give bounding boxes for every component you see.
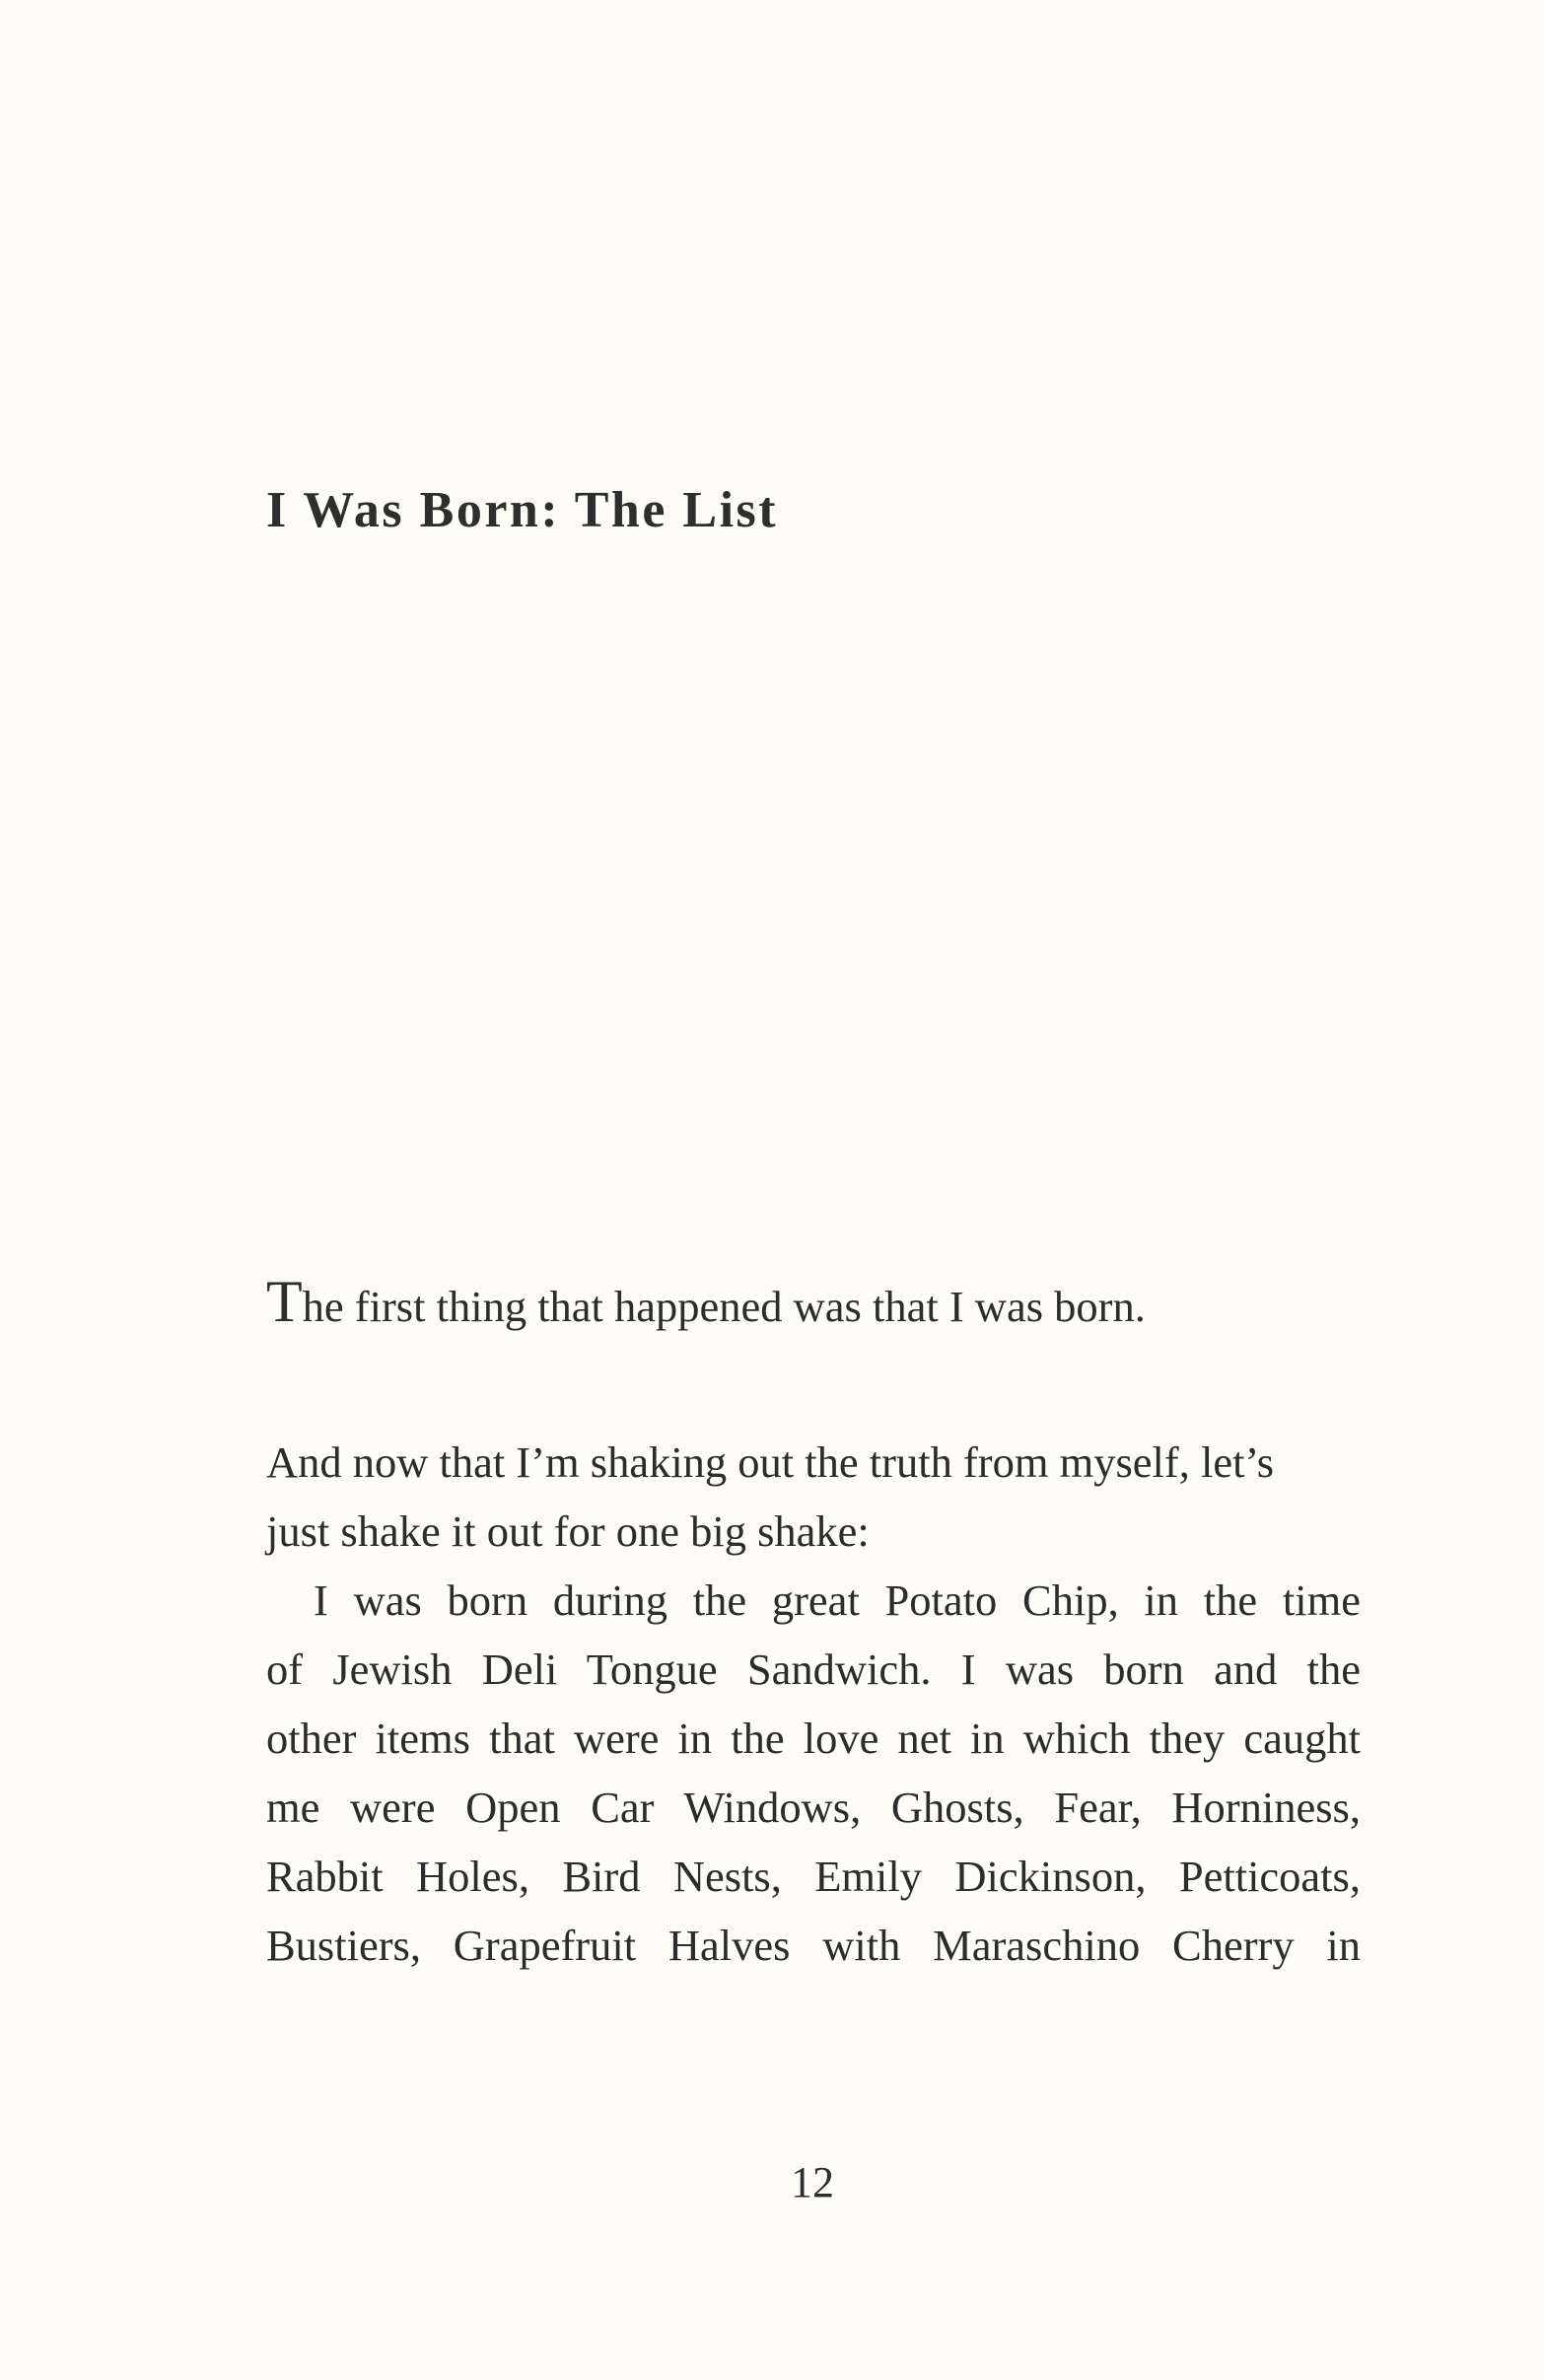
text-line: me were Open Car Windows, Ghosts, Fear, Horniness,: [266, 1783, 1361, 1832]
text-line: of Jewish Deli Tongue Sandwich. I was born and the: [266, 1645, 1361, 1694]
text-line: I was born during the great Potato Chip, in the time: [314, 1575, 1361, 1625]
text-line: other items that were in the love net in which they caught: [266, 1714, 1361, 1763]
opening-paragraph: [266, 1267, 1361, 1341]
text-line: And now that I’m shaking out the truth from myself, let’s: [266, 1437, 1275, 1487]
chapter-title: I Was Born: The List: [266, 482, 779, 538]
drop-cap: T: [266, 1269, 303, 1334]
opening-text: he first thing that happened was that I was born.: [302, 1282, 1146, 1331]
page-number: 12: [791, 2158, 834, 2206]
text-line: Rabbit Holes, Bird Nests, Emily Dickinson, Petticoats,: [266, 1852, 1361, 1901]
text-line: Bustiers, Grapefruit Halves with Maraschino Cherry in: [266, 1921, 1361, 1970]
text-line: just shake it out for one big shake:: [266, 1506, 870, 1556]
paragraph-2: [266, 1428, 1361, 1566]
paragraph-3: [266, 1566, 1361, 1980]
